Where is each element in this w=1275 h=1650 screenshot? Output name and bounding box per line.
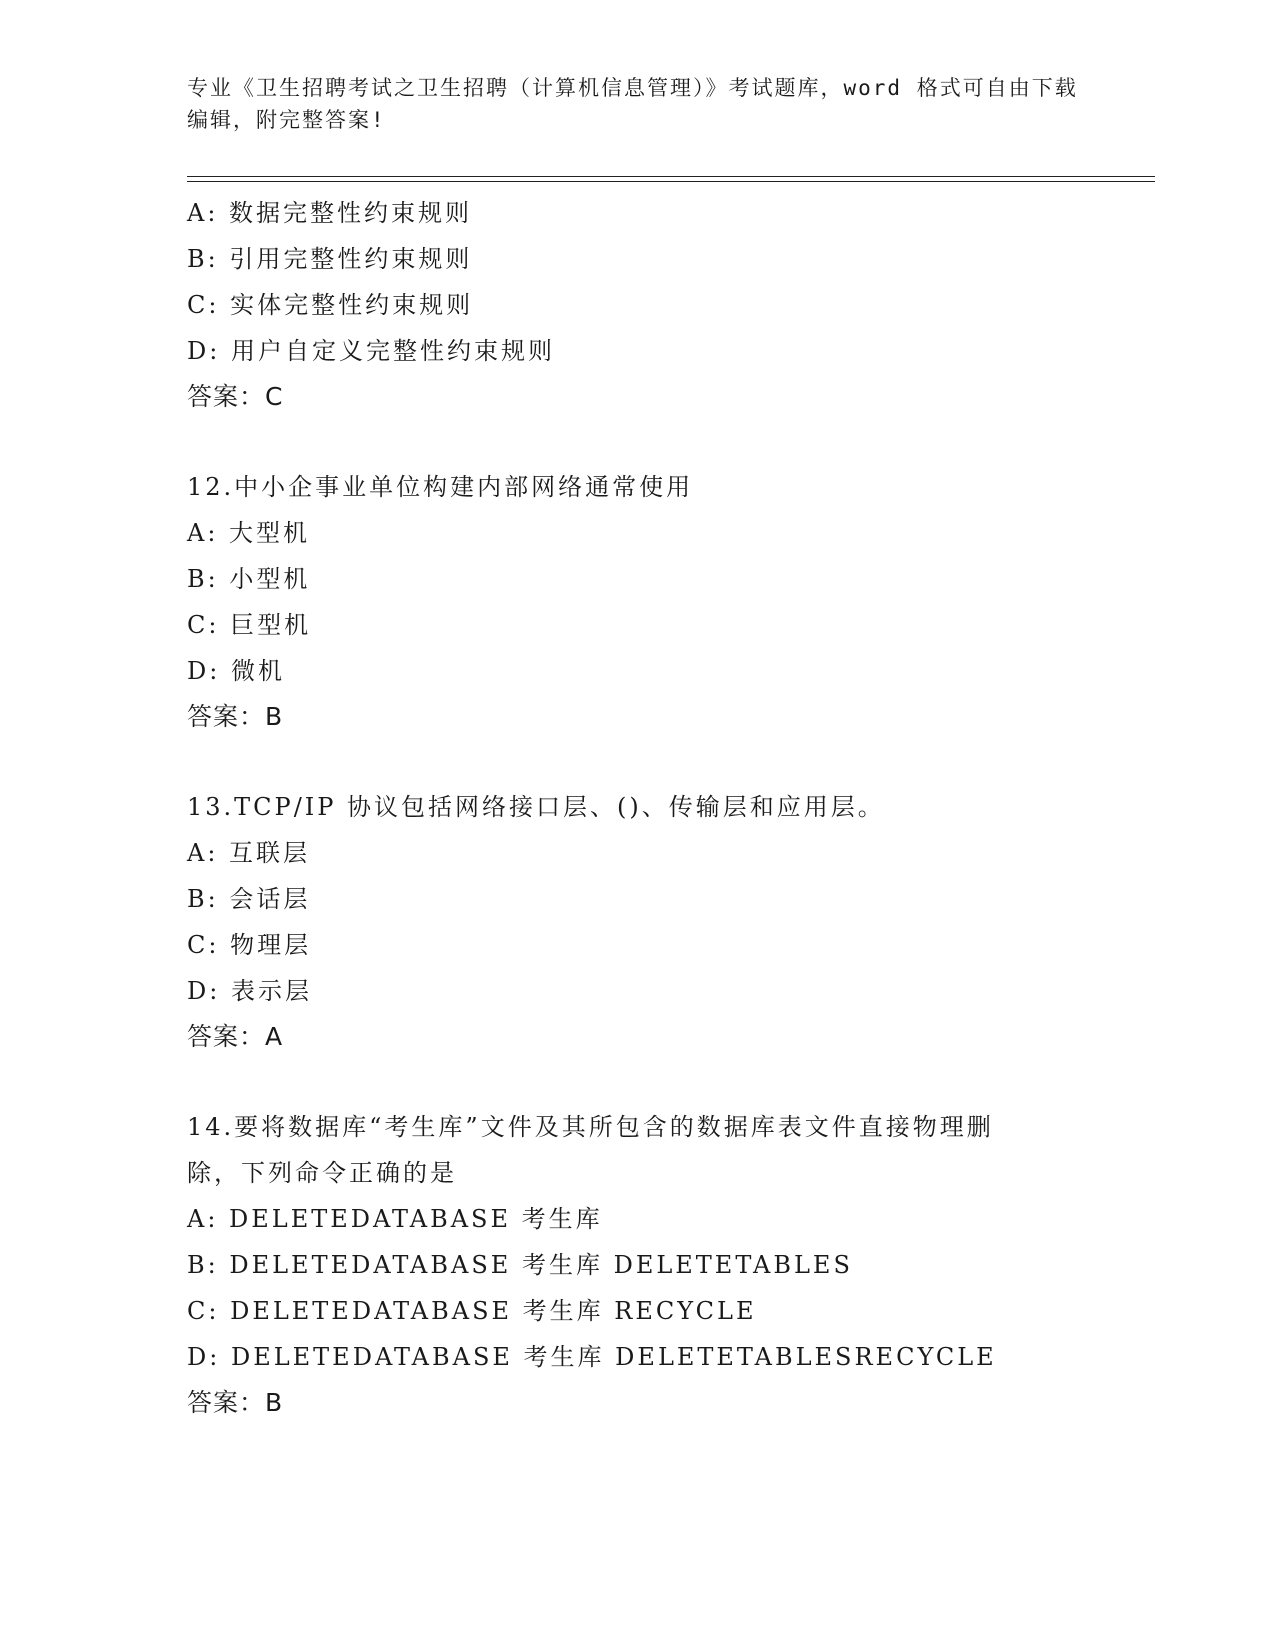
question-11 — [187, 190, 1147, 420]
question-stem-line-1: 14.要将数据库“考生库”文件及其所包含的数据库表文件直接物理删 — [187, 1113, 994, 1141]
header-divider-bottom — [187, 181, 1155, 182]
answer-line: 答案：C — [187, 382, 284, 411]
option-b: B: 会话层 — [187, 885, 311, 913]
option-a: A: 大型机 — [187, 519, 311, 547]
answer-line: 答案：B — [187, 1388, 284, 1417]
header-divider-top — [187, 176, 1155, 177]
question-13 — [187, 784, 1147, 1060]
option-c: C: 巨型机 — [187, 611, 312, 639]
question-12 — [187, 464, 1147, 740]
question-list — [187, 190, 1147, 1426]
option-b: B: DELETEDATABASE 考生库 DELETETABLES — [187, 1251, 853, 1279]
option-d: D: 微机 — [187, 657, 285, 685]
option-b: B: 小型机 — [187, 565, 311, 593]
option-c: C: 实体完整性约束规则 — [187, 291, 474, 319]
document-header: 专业《卫生招聘考试之卫生招聘（计算机信息管理）》考试题库，word 格式可自由下载编辑，附完整答案! — [187, 76, 1078, 132]
option-a: A: 数据完整性约束规则 — [187, 199, 473, 227]
option-a: A: 互联层 — [187, 839, 311, 867]
option-c: C: DELETEDATABASE 考生库 RECYCLE — [187, 1297, 757, 1325]
question-stem: 13.TCP/IP 协议包括网络接口层、()、传输层和应用层。 — [187, 793, 885, 821]
option-b: B: 引用完整性约束规则 — [187, 245, 473, 273]
answer-line: 答案：A — [187, 1022, 284, 1051]
option-d: D: 表示层 — [187, 977, 312, 1005]
question-stem-line-2: 除，下列命令正确的是 — [187, 1159, 457, 1187]
option-a: A: DELETEDATABASE 考生库 — [187, 1205, 603, 1233]
option-c: C: 物理层 — [187, 931, 312, 959]
question-stem: 12.中小企事业单位构建内部网络通常使用 — [187, 473, 694, 501]
answer-line: 答案：B — [187, 702, 284, 731]
question-14 — [187, 1104, 1147, 1426]
option-d: D: 用户自定义完整性约束规则 — [187, 337, 555, 365]
option-d: D: DELETEDATABASE 考生库 DELETETABLESRECYCLE — [187, 1343, 997, 1371]
